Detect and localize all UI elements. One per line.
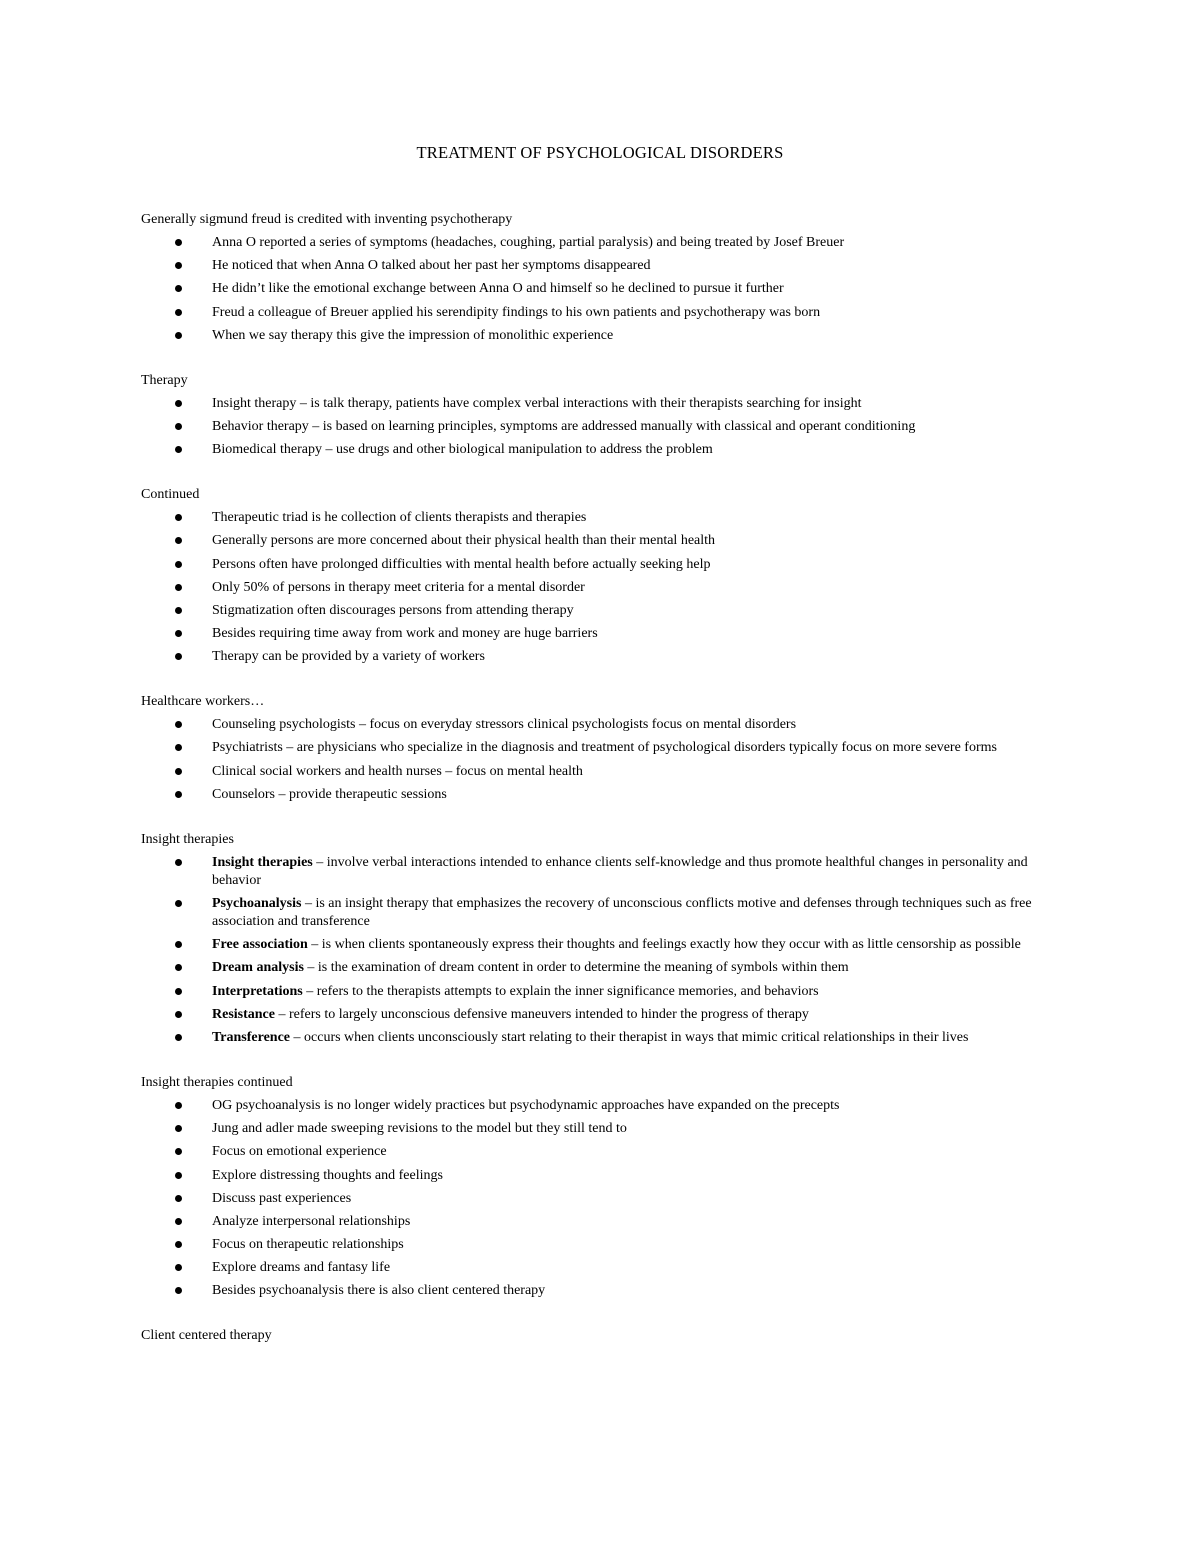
bullet-icon: [175, 744, 182, 751]
item-text: Only 50% of persons in therapy meet criteria for a mental disorder: [212, 579, 585, 595]
bullet-icon: [175, 964, 182, 971]
item-text: Analyze interpersonal relationships: [212, 1213, 411, 1229]
bullet-icon: [175, 1011, 182, 1018]
bullet-icon: [175, 941, 182, 948]
item-text: Counseling psychologists – focus on everyday stressors clinical psychologists focus on mental disorders: [212, 717, 797, 733]
list-item: [141, 1213, 1056, 1231]
item-text: He didn’t like the emotional exchange between Anna O and himself so he declined to pursue it further: [212, 281, 784, 297]
list-item: [141, 1120, 1056, 1138]
list-item: [141, 418, 1056, 436]
term-label: Resistance: [212, 1006, 275, 1022]
list-item: [141, 1006, 1056, 1024]
list-item: [141, 648, 1056, 666]
list-item: [141, 1097, 1056, 1115]
section: [141, 486, 1056, 666]
term-label: Dream analysis: [212, 960, 304, 976]
bullet-icon: [175, 768, 182, 775]
item-text: Biomedical therapy – use drugs and other biological manipulation to address the problem: [212, 442, 713, 458]
section-heading: Generally sigmund freud is credited with inventing psychotherapy: [141, 212, 513, 227]
item-text: – is when clients spontaneously express their thoughts and feelings exactly how they occur with as little censorship as possible: [307, 937, 1021, 953]
bullet-icon: [175, 1172, 182, 1179]
section-heading: Insight therapies continued: [141, 1074, 293, 1090]
bullet-list: [141, 234, 1056, 345]
section-heading: Continued: [141, 487, 200, 503]
item-text: He noticed that when Anna O talked about her past her symptoms disappeared: [212, 258, 651, 274]
bullet-icon: [175, 400, 182, 407]
bullet-icon: [175, 584, 182, 591]
item-text: Explore distressing thoughts and feelings: [212, 1167, 443, 1183]
bullet-icon: [175, 239, 182, 246]
term-label: Insight therapies: [212, 854, 313, 870]
list-item: [141, 1029, 1056, 1047]
item-text: Psychiatrists – are physicians who specialize in the diagnosis and treatment of psychological disorders typically focus on more severe forms: [212, 740, 997, 756]
list-item: [141, 1236, 1056, 1254]
list-item: [141, 234, 1056, 252]
bullet-icon: [175, 1102, 182, 1109]
list-item: [141, 1167, 1056, 1185]
item-text: – is the examination of dream content in order to determine the meaning of symbols within them: [303, 960, 849, 976]
list-item: [141, 716, 1056, 734]
term-label: Psychoanalysis: [212, 896, 302, 911]
document-title: TREATMENT OF PSYCHOLOGICAL DISORDERS: [416, 143, 784, 162]
item-text: – refers to the therapists attempts to explain the inner significance memories, and behaviors: [302, 983, 819, 999]
item-text: Generally persons are more concerned about their physical health than their mental health: [212, 533, 716, 549]
bullet-icon: [175, 262, 182, 269]
list-item: [141, 532, 1056, 550]
item-text: Anna O reported a series of symptoms (headaches, coughing, partial paralysis) and being treated by Josef Breuer: [212, 235, 845, 250]
list-item: [141, 739, 1056, 757]
bullet-icon: [175, 630, 182, 637]
item-text: Behavior therapy – is based on learning principles, symptoms are addressed manually with classical and operant conditioning: [212, 418, 916, 434]
list-item: [141, 895, 1056, 931]
term-label: Transference: [212, 1029, 291, 1045]
list-item: [141, 786, 1056, 804]
bullet-list: [141, 716, 1056, 804]
term-label: Free association: [212, 937, 308, 953]
list-item: [141, 257, 1056, 275]
section-heading: Healthcare workers…: [141, 694, 265, 710]
bullet-icon: [175, 1218, 182, 1225]
bullet-list: [141, 395, 1056, 459]
item-text: – occurs when clients unconsciously start relating to their therapist in ways that mimic critical relationships in their lives: [290, 1029, 969, 1045]
item-text: – involve verbal interactions intended to enhance clients self-knowledge and thus promote healthful changes in personality and behavior: [212, 854, 1028, 888]
bullet-icon: [175, 1195, 182, 1202]
bullet-icon: [175, 653, 182, 660]
list-item: [141, 280, 1056, 298]
item-text: Jung and adler made sweeping revisions to the model but they still tend to: [212, 1121, 627, 1137]
bullet-icon: [175, 988, 182, 995]
list-item: [141, 854, 1056, 890]
bullet-icon: [175, 309, 182, 316]
item-text: Besides requiring time away from work and money are huge barriers: [212, 626, 598, 642]
section: [141, 831, 1056, 1047]
list-item: [141, 304, 1056, 322]
bullet-list: [141, 854, 1056, 1047]
list-item: [141, 1259, 1056, 1277]
bullet-icon: [175, 285, 182, 292]
item-text: – is an insight therapy that emphasizes the recovery of unconscious conflicts motive and defenses through techniques such as free association and transference: [212, 896, 1032, 929]
section: [141, 1327, 1056, 1345]
item-text: Explore dreams and fantasy life: [212, 1260, 391, 1276]
bullet-icon: [175, 1287, 182, 1294]
section: [141, 372, 1056, 459]
item-text: Focus on therapeutic relationships: [212, 1237, 404, 1253]
list-item: [141, 1143, 1056, 1161]
item-text: Counselors – provide therapeutic sessions: [212, 786, 447, 802]
item-text: Stigmatization often discourages persons from attending therapy: [212, 602, 574, 618]
bullet-icon: [175, 1241, 182, 1248]
list-item: [141, 602, 1056, 620]
bullet-icon: [175, 446, 182, 453]
item-text: Besides psychoanalysis there is also client centered therapy: [212, 1283, 546, 1299]
list-item: [141, 625, 1056, 643]
item-text: Therapy can be provided by a variety of workers: [212, 649, 485, 665]
section: [141, 211, 1056, 345]
item-text: Discuss past experiences: [212, 1190, 352, 1206]
list-item: [141, 509, 1056, 527]
item-text: Persons often have prolonged difficulties with mental health before actually seeking help: [212, 556, 711, 572]
item-text: When we say therapy this give the impression of monolithic experience: [212, 327, 614, 343]
bullet-icon: [175, 791, 182, 798]
list-item: [141, 441, 1056, 459]
list-item: [141, 1282, 1056, 1300]
section: [141, 693, 1056, 804]
list-item: [141, 763, 1056, 781]
item-text: OG psychoanalysis is no longer widely practices but psychodynamic approaches have expanded on the precepts: [212, 1097, 840, 1113]
list-item: [141, 959, 1056, 977]
bullet-icon: [175, 1148, 182, 1155]
term-label: Interpretations: [212, 983, 303, 999]
list-item: [141, 1190, 1056, 1208]
list-item: [141, 395, 1056, 413]
item-text: Freud a colleague of Breuer applied his serendipity findings to his own patients and psychotherapy was born: [212, 304, 821, 320]
item-text: Clinical social workers and health nurses – focus on mental health: [212, 763, 583, 779]
list-item: [141, 936, 1056, 954]
list-item: [141, 327, 1056, 345]
list-item: [141, 579, 1056, 597]
item-text: Therapeutic triad is he collection of clients therapists and therapies: [212, 510, 587, 526]
item-text: – refers to largely unconscious defensive maneuvers intended to hinder the progress of therapy: [275, 1006, 809, 1022]
bullet-icon: [175, 332, 182, 339]
bullet-icon: [175, 423, 182, 430]
item-text: Insight therapy – is talk therapy, patients have complex verbal interactions with their therapists searching for insight: [212, 395, 862, 411]
section-heading: Therapy: [141, 372, 188, 388]
bullet-icon: [175, 1034, 182, 1041]
section: [141, 1074, 1056, 1301]
bullet-icon: [175, 900, 182, 907]
list-item: [141, 983, 1056, 1001]
bullet-icon: [175, 537, 182, 544]
bullet-icon: [175, 514, 182, 521]
bullet-list: [141, 509, 1056, 666]
bullet-icon: [175, 561, 182, 568]
item-text: Focus on emotional experience: [212, 1144, 387, 1160]
bullet-icon: [175, 1125, 182, 1132]
list-item: [141, 556, 1056, 574]
section-heading: Client centered therapy: [141, 1328, 272, 1344]
bullet-icon: [175, 859, 182, 866]
bullet-icon: [175, 1264, 182, 1271]
bullet-icon: [175, 607, 182, 614]
document-body: [141, 211, 1056, 1372]
section-heading: Insight therapies: [141, 831, 234, 847]
bullet-list: [141, 1097, 1056, 1301]
bullet-icon: [175, 721, 182, 728]
